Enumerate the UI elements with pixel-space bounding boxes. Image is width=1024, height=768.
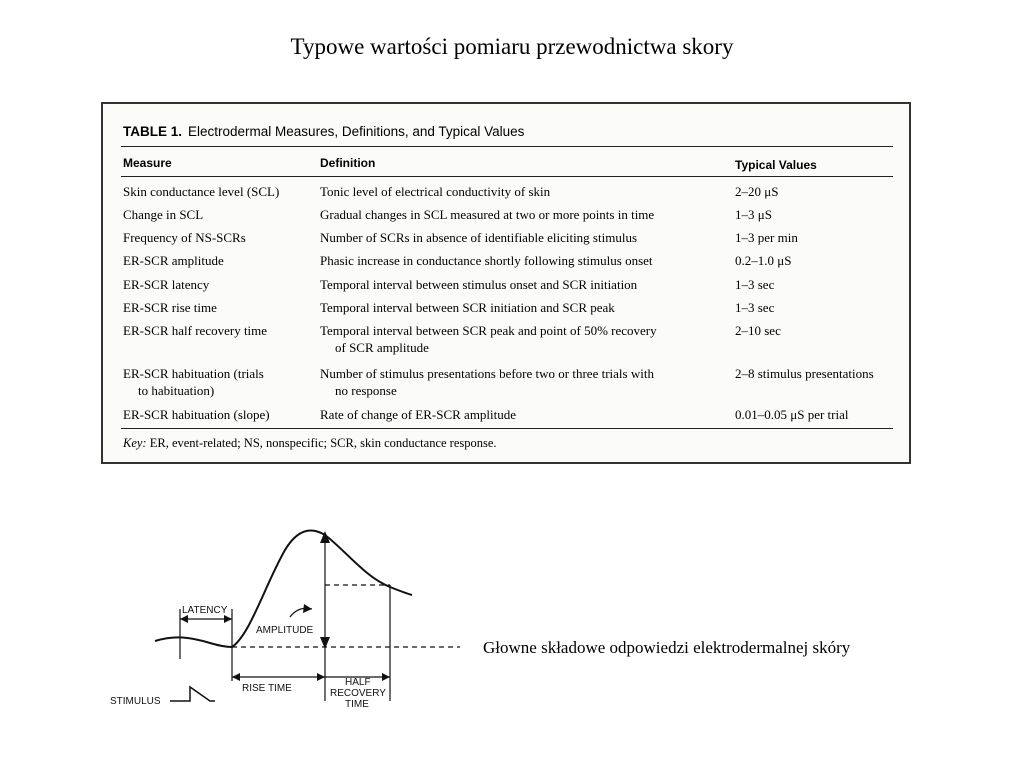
time-label: TIME bbox=[345, 699, 369, 710]
row-value: 1–3 sec bbox=[735, 300, 775, 315]
row-measure: Change in SCL bbox=[123, 207, 204, 222]
header-values: Typical Values bbox=[735, 158, 817, 172]
slide-title: Typowe wartości pomiaru przewodnictwa skory bbox=[290, 34, 734, 59]
row-definition-cont: of SCR amplitude bbox=[335, 340, 429, 355]
recovery-label: RECOVERY bbox=[330, 688, 386, 699]
table-key bbox=[123, 436, 497, 451]
row-definition: Temporal interval between SCR initiation and SCR peak bbox=[320, 300, 615, 315]
key-label: Key: bbox=[123, 436, 147, 450]
row-measure: ER-SCR rise time bbox=[123, 300, 217, 315]
row-measure: Frequency of NS-SCRs bbox=[123, 230, 246, 245]
row-definition: Rate of change of ER-SCR amplitude bbox=[320, 407, 517, 422]
row-value: 2–10 sec bbox=[735, 323, 781, 338]
key-text: ER, event-related; NS, nonspecific; SCR, skin conductance response. bbox=[149, 436, 497, 450]
row-definition: Number of SCRs in absence of identifiable eliciting stimulus bbox=[320, 230, 638, 245]
row-measure: ER-SCR habituation (slope) bbox=[123, 407, 270, 422]
table-title-text: Electrodermal Measures, Definitions, and Typical Values bbox=[188, 124, 525, 139]
row-value: 2–20 μS bbox=[735, 184, 779, 199]
table-label: TABLE 1. bbox=[123, 124, 183, 139]
row-definition: Number of stimulus presentations before two or three trials with bbox=[320, 366, 654, 381]
header-rule bbox=[121, 176, 893, 177]
rise-time-label: RISE TIME bbox=[242, 683, 292, 694]
row-measure-cont: to habituation) bbox=[138, 383, 215, 398]
row-value: 0.01–0.05 μS per trial bbox=[735, 407, 849, 422]
amplitude-label: AMPLITUDE bbox=[256, 625, 314, 636]
row-measure: Skin conductance level (SCL) bbox=[123, 184, 280, 199]
stimulus-marker bbox=[170, 687, 215, 701]
table-title bbox=[123, 124, 524, 139]
latency-label: LATENCY bbox=[182, 605, 228, 616]
row-measure: ER-SCR amplitude bbox=[123, 253, 224, 268]
row-value: 0.2–1.0 μS bbox=[735, 253, 792, 268]
header-definition: Definition bbox=[320, 156, 376, 170]
row-value: 1–3 per min bbox=[735, 230, 798, 245]
row-measure: ER-SCR half recovery time bbox=[123, 323, 268, 338]
bottom-rule bbox=[121, 428, 893, 429]
scr-diagram bbox=[100, 505, 475, 725]
header-measure: Measure bbox=[123, 156, 172, 170]
row-definition: Phasic increase in conductance shortly following stimulus onset bbox=[320, 253, 653, 268]
row-value: 1–3 sec bbox=[735, 277, 775, 292]
top-rule bbox=[121, 146, 893, 147]
row-measure: ER-SCR habituation (trials bbox=[123, 366, 264, 381]
row-value: 2–8 stimulus presentations bbox=[735, 366, 874, 381]
half-label: HALF bbox=[345, 677, 371, 688]
stimulus-label: STIMULUS bbox=[110, 696, 161, 707]
row-value: 1–3 μS bbox=[735, 207, 772, 222]
row-definition-cont: no response bbox=[335, 383, 397, 398]
row-definition: Temporal interval between stimulus onset and SCR initiation bbox=[320, 277, 638, 292]
row-definition: Tonic level of electrical conductivity of skin bbox=[320, 184, 551, 199]
row-definition: Gradual changes in SCL measured at two or more points in time bbox=[320, 207, 655, 222]
table-scan bbox=[101, 102, 911, 464]
diagram-caption: Głowne składowe odpowiedzi elektrodermalnej skóry bbox=[483, 638, 851, 657]
row-measure: ER-SCR latency bbox=[123, 277, 210, 292]
row-definition: Temporal interval between SCR peak and point of 50% recovery bbox=[320, 323, 657, 338]
